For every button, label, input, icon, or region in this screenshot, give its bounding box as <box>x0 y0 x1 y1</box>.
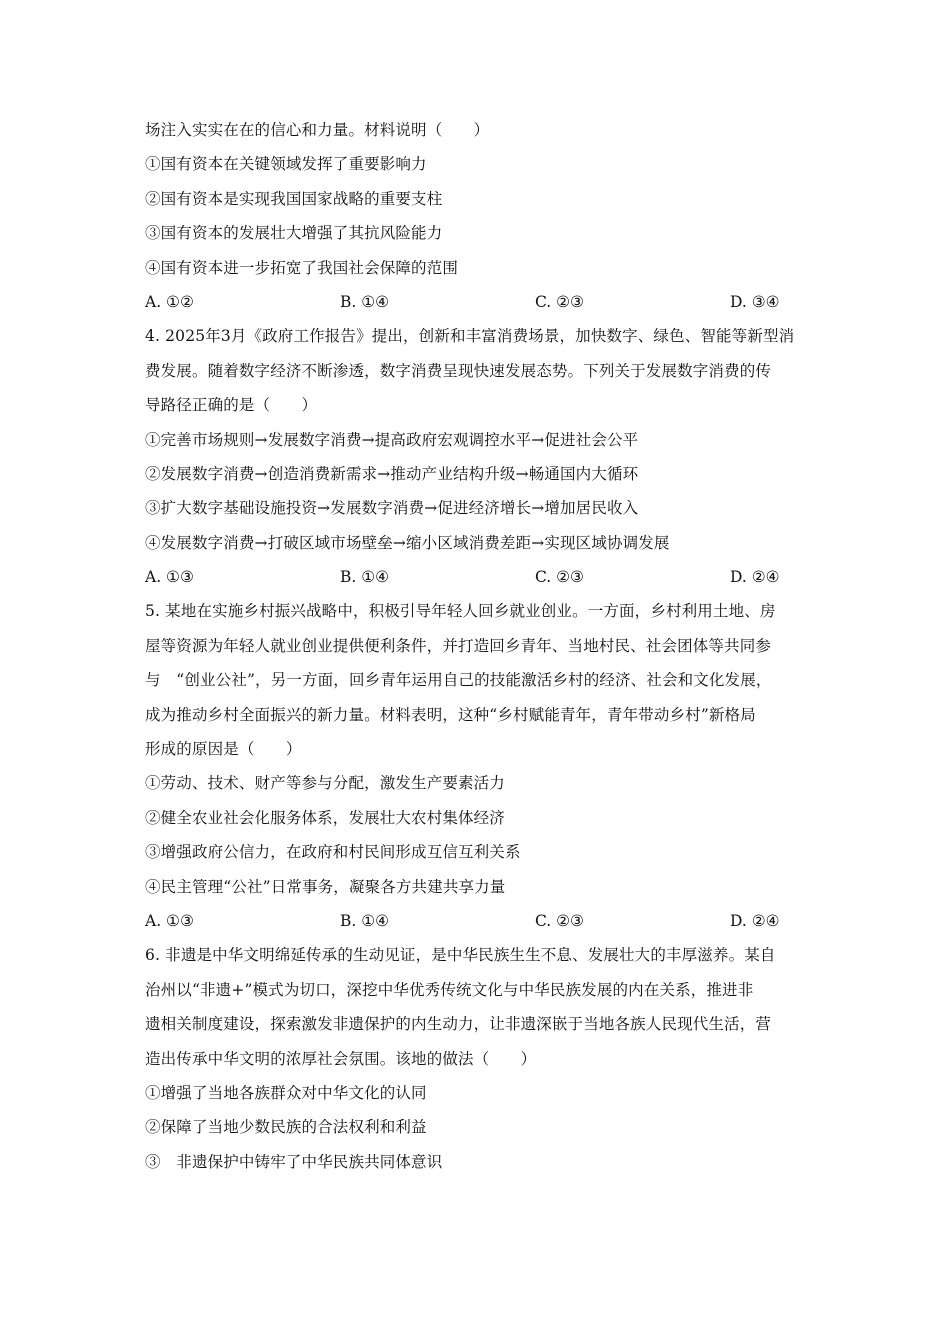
q5-stem-line-3: 与 “创业公社”，另一方面，回乡青年运用自己的技能激活乡村的经济、社会和文化发展， <box>145 671 772 690</box>
q6-stem-line-3: 遗相关制度建设，探索激发非遗保护的内生动力，让非遗深嵌于当地各族人民现代生活，营 <box>145 1015 772 1034</box>
q3-choice-a: A. ①② <box>145 292 194 311</box>
q4-choice-c: C. ②③ <box>535 568 584 587</box>
q6-stem-line-4: 造出传承中华文明的浓厚社会氛围。该地的做法（ ） <box>145 1049 537 1068</box>
page-content <box>145 113 815 1179</box>
q5-choice-c: C. ②③ <box>535 911 584 930</box>
q3-choices <box>145 285 815 319</box>
q5-choice-d: D. ②④ <box>730 911 780 930</box>
q5-stem-line-4: 成为推动乡村全面振兴的新力量。材料表明，这种“乡村赋能青年，青年带动乡村”新格局 <box>145 705 756 724</box>
q3-option-4: ④国有资本进一步拓宽了我国社会保障的范围 <box>145 258 459 277</box>
q4-choices <box>145 560 815 594</box>
q5-option-4: ④民主管理“公社”日常事务，凝聚各方共建共享力量 <box>145 877 506 896</box>
q3-choice-b: B. ①④ <box>340 292 390 311</box>
q6-option-3: ③ 非遗保护中铸牢了中华民族共同体意识 <box>145 1152 443 1171</box>
q3-stem-tail: 场注入实实在在的信心和力量。材料说明（ ） <box>145 121 490 139</box>
q4-stem-line-1: 4. 2025年3月《政府工作报告》提出，创新和丰富消费场景，加快数字、绿色、智能等新型消 <box>145 327 795 346</box>
q5-option-2: ②健全农业社会化服务体系，发展壮大农村集体经济 <box>145 808 505 827</box>
q5-option-3: ③增强政府公信力，在政府和村民间形成互信互利关系 <box>145 843 521 862</box>
q4-choice-d: D. ②④ <box>730 568 780 587</box>
q4-option-3: ③扩大数字基础设施投资→发展数字消费→促进经济增长→增加居民收入 <box>145 499 639 518</box>
q4-option-2: ②发展数字消费→创造消费新需求→推动产业结构升级→畅通国内大循环 <box>145 464 639 483</box>
q3-option-2: ②国有资本是实现我国国家战略的重要支柱 <box>145 189 443 208</box>
q6-option-2: ②保障了当地少数民族的合法权利和利益 <box>145 1118 427 1137</box>
q4-option-1: ①完善市场规则→发展数字消费→提高政府宏观调控水平→促进社会公平 <box>145 430 639 449</box>
q6-stem-line-1: 6. 非遗是中华文明绵延传承的生动见证，是中华民族生生不息、发展壮大的丰厚滋养。某自 <box>145 946 776 965</box>
q4-option-4: ④发展数字消费→打破区域市场壁垒→缩小区域消费差距→实现区域协调发展 <box>145 533 670 552</box>
q4-choice-a: A. ①③ <box>145 568 194 587</box>
q4-choice-b: B. ①④ <box>340 568 390 587</box>
q3-choice-d: D. ③④ <box>730 292 780 311</box>
q3-option-3: ③国有资本的发展壮大增强了其抗风险能力 <box>145 224 443 243</box>
q5-stem-line-1: 5. 某地在实施乡村振兴战略中，积极引导年轻人回乡就业创业。一方面，乡村利用土地、房 <box>145 602 776 621</box>
q6-stem-line-2: 治州以“非遗+”模式为切口，深挖中华优秀传统文化与中华民族发展的内在关系，推进非 <box>145 980 754 999</box>
q3-choice-c: C. ②③ <box>535 292 584 311</box>
q5-option-1: ①劳动、技术、财产等参与分配，激发生产要素活力 <box>145 774 505 793</box>
q4-stem-line-2: 费发展。随着数字经济不断渗透，数字消费呈现快速发展态势。下列关于发展数字消费的传 <box>145 361 772 380</box>
q5-choice-a: A. ①③ <box>145 911 194 930</box>
q5-choices <box>145 904 815 938</box>
q5-stem-line-5: 形成的原因是（ ） <box>145 740 302 759</box>
q3-option-1: ①国有资本在关键领域发挥了重要影响力 <box>145 155 427 174</box>
q5-choice-b: B. ①④ <box>340 911 390 930</box>
q6-option-1: ①增强了当地各族群众对中华文化的认同 <box>145 1083 427 1102</box>
q5-stem-line-2: 屋等资源为年轻人就业创业提供便利条件，并打造回乡青年、当地村民、社会团体等共同参 <box>145 636 772 655</box>
q4-stem-line-3: 导路径正确的是（ ） <box>145 396 318 415</box>
